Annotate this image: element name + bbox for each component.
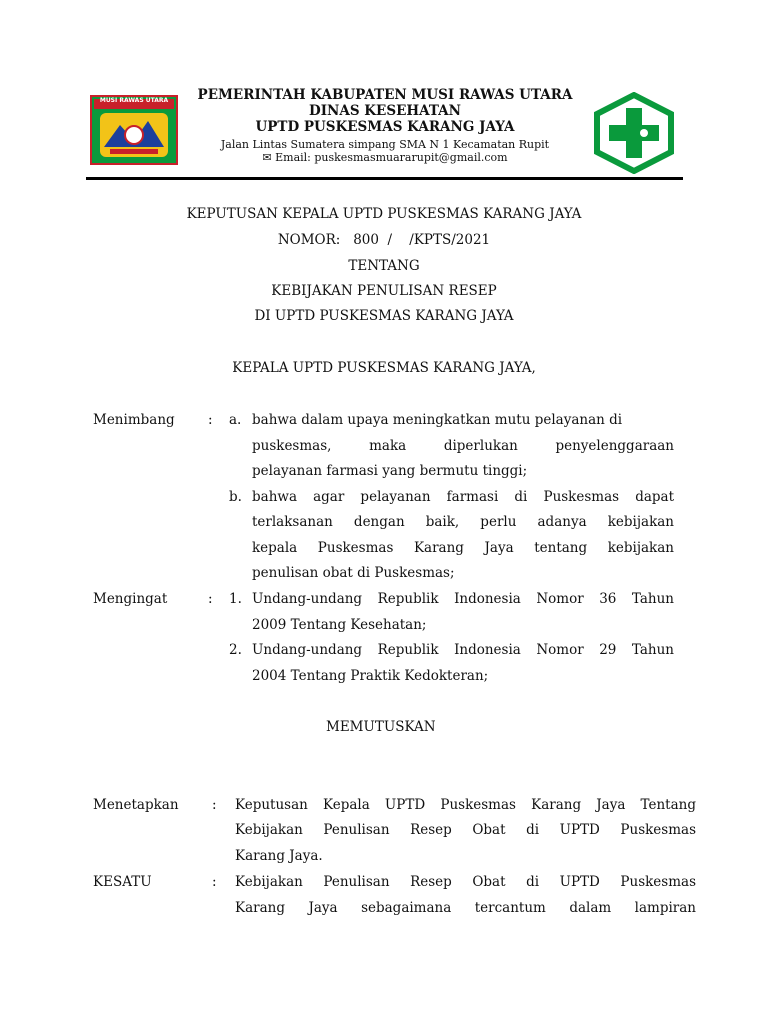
kesatu-line-2: Karang Jaya sebagaimana tercantum dalam lampiran <box>235 900 696 916</box>
menimbang-b-line-3: kepala Puskesmas Karang Jaya tentang kebijakan <box>252 540 674 556</box>
mengingat-colon: : <box>208 591 213 607</box>
puskesmas-logo <box>592 92 676 174</box>
mengingat-1-marker: 1. <box>229 591 242 607</box>
menimbang-label: Menimbang <box>93 412 175 428</box>
menimbang-a-marker: a. <box>229 412 242 428</box>
decree-tentang: TENTANG <box>348 258 420 274</box>
menimbang-b-marker: b. <box>229 489 242 505</box>
decree-subject: KEBIJAKAN PENULISAN RESEP <box>271 283 497 299</box>
decree-title: KEPUTUSAN KEPALA UPTD PUSKESMAS KARANG JAYA <box>186 206 582 222</box>
kesatu-line-1: Kebijakan Penulisan Resep Obat di UPTD Puskesmas <box>235 874 696 890</box>
menimbang-a-line-2: puskesmas, maka diperlukan penyelenggaraan <box>252 438 674 454</box>
menimbang-b-line-2: terlaksanan dengan baik, perlu adanya kebijakan <box>252 514 674 530</box>
menimbang-b-line-1: bahwa agar pelayanan farmasi di Puskesmas dapat <box>252 489 674 505</box>
kesatu-colon: : <box>212 874 217 890</box>
musi-rawas-utara-logo <box>90 95 178 165</box>
kop-line-uptd: UPTD PUSKESMAS KARANG JAYA <box>255 119 515 135</box>
kesatu-label: KESATU <box>93 874 152 890</box>
kop-divider <box>86 177 683 180</box>
decree-number: NOMOR: 800 / /KPTS/2021 <box>277 232 491 248</box>
menimbang-b-line-4: penulisan obat di Puskesmas; <box>252 565 455 581</box>
decree-head: KEPALA UPTD PUSKESMAS KARANG JAYA, <box>232 360 536 376</box>
menetapkan-line-3: Karang Jaya. <box>235 848 323 864</box>
left-logo-text: MUSI RAWAS UTARA <box>99 97 169 104</box>
envelope-icon: ✉ <box>262 151 272 164</box>
menetapkan-label: Menetapkan <box>93 797 179 813</box>
menimbang-colon: : <box>208 412 213 428</box>
mengingat-1-line-2: 2009 Tentang Kesehatan; <box>252 617 427 633</box>
mengingat-2-line-2: 2004 Tentang Praktik Kedokteran; <box>252 668 489 684</box>
menetapkan-colon: : <box>212 797 217 813</box>
mengingat-1-line-1: Undang-undang Republik Indonesia Nomor 36 Tahun <box>252 591 674 607</box>
mengingat-2-marker: 2. <box>229 642 242 658</box>
kop-line-dinas: DINAS KESEHATAN <box>309 103 461 119</box>
kop-line-government: PEMERINTAH KABUPATEN MUSI RAWAS UTARA <box>197 87 573 103</box>
kop-address: Jalan Lintas Sumatera simpang SMA N 1 Kecamatan Rupit <box>220 138 550 151</box>
mengingat-label: Mengingat <box>93 591 168 607</box>
menimbang-a-line-1: bahwa dalam upaya meningkatkan mutu pelayanan di <box>252 412 623 428</box>
mengingat-2-line-1: Undang-undang Republik Indonesia Nomor 29 Tahun <box>252 642 674 658</box>
memutuskan-heading: MEMUTUSKAN <box>326 719 436 735</box>
decree-location: DI UPTD PUSKESMAS KARANG JAYA <box>254 308 514 324</box>
kop-email: Email: puskesmasmuararupit@gmail.com <box>275 151 508 164</box>
kop-email-row <box>190 151 580 164</box>
menetapkan-line-1: Keputusan Kepala UPTD Puskesmas Karang Jaya Tentang <box>235 797 696 813</box>
menetapkan-line-2: Kebijakan Penulisan Resep Obat di UPTD Puskesmas <box>235 822 696 838</box>
menimbang-a-line-3: pelayanan farmasi yang bermutu tinggi; <box>252 463 528 479</box>
